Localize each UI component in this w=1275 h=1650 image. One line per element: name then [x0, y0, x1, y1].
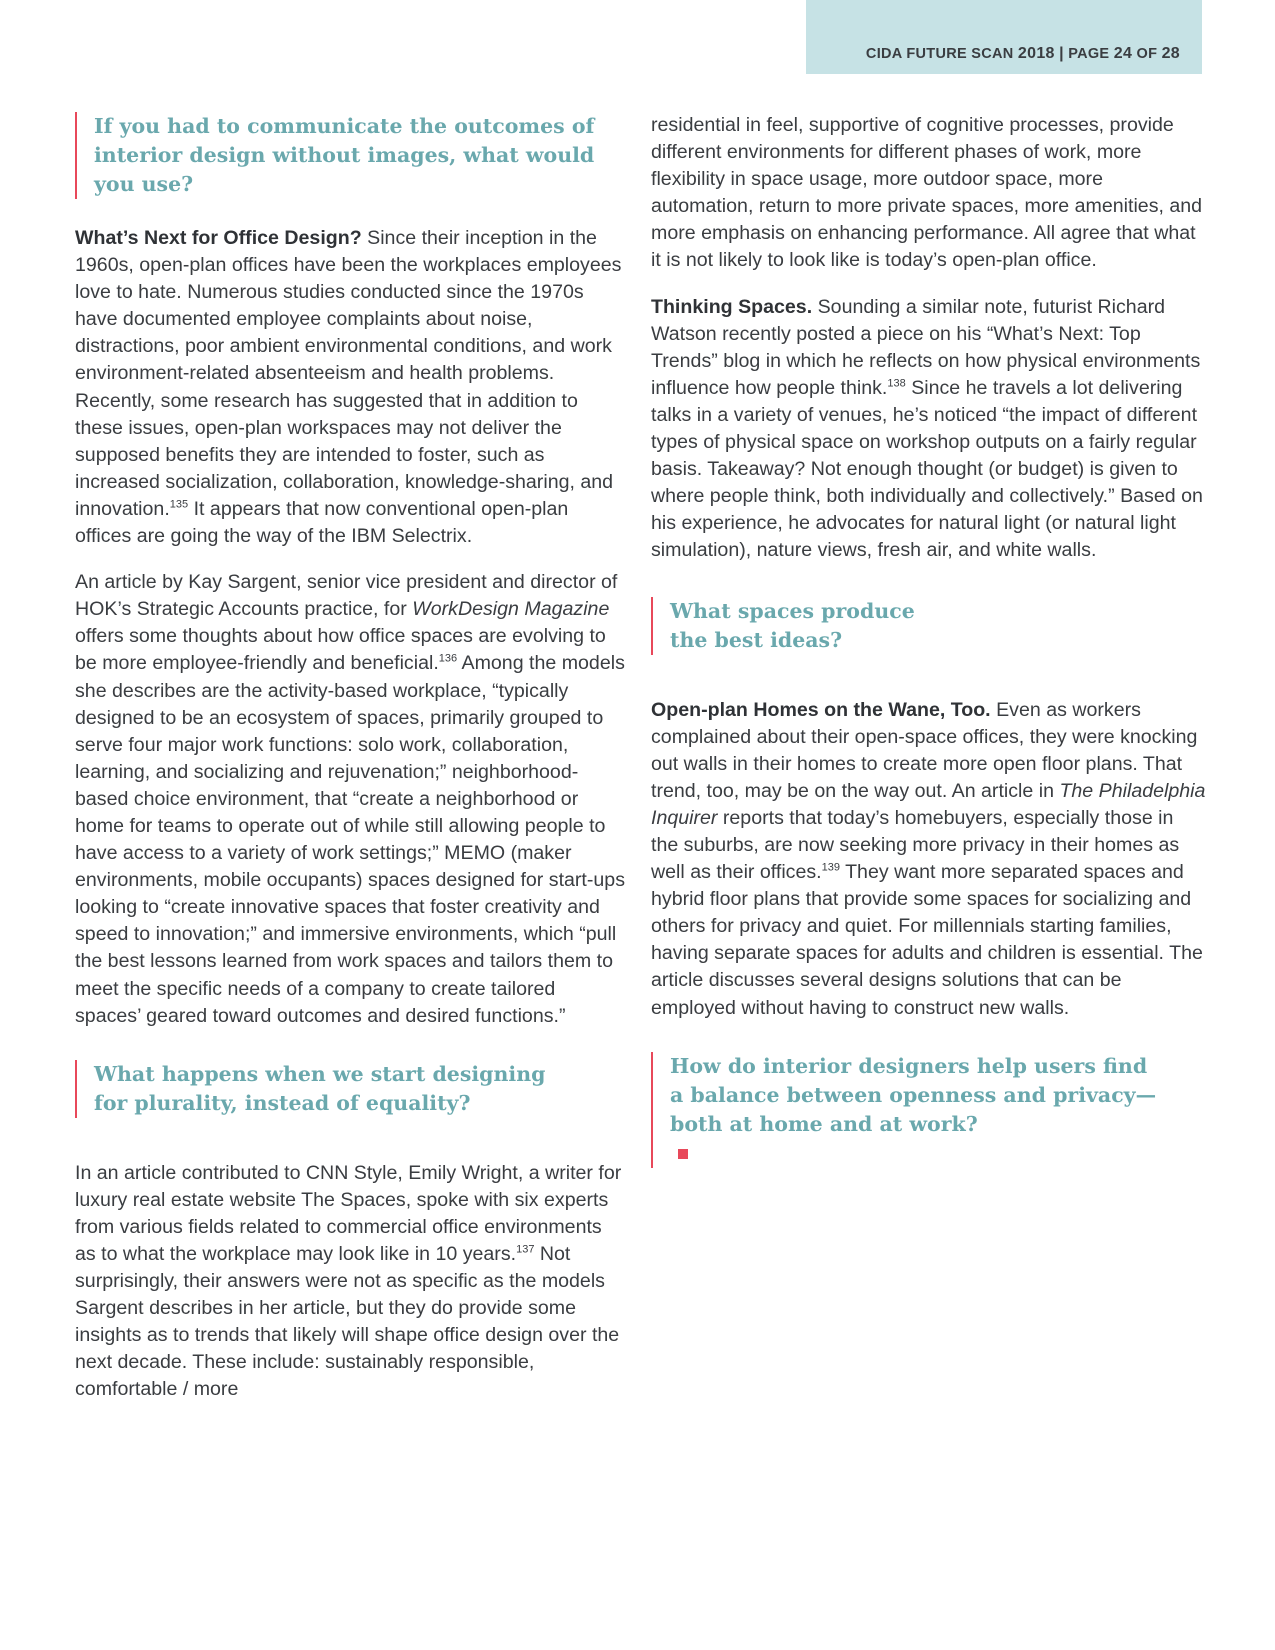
- body-text: They want more separated spaces and hybrid floor plans that provide some spaces for socializing and others for privacy and quiet. For millennials starting families, having separate spaces for adults and children is essential. The article discusses several designs solutions that can be employed without having to construct new walls.: [651, 861, 1203, 1019]
- header-tab: [806, 0, 1202, 74]
- page-label: PAGE: [1068, 46, 1110, 62]
- pullquote-line: the best ideas?: [670, 627, 843, 652]
- body-text: Among the models she describes are the activity-based workplace, “typically designed to be an ecosystem of spaces, primarily grouped to serve four major work functions: solo work, collaboration, learning, and socializing and rejuvenation;” neighborhood-based choice environment, that “create a neighborhood or home for teams to operate out of while still allowing people to have access to a variety of work settings;” MEMO (maker environments, mobile occupants) spaces designed for start-ups looking to “create innovative spaces that foster creativity and speed to innovation;” and immersive environments, which “pull the best lessons learned from work spaces and tailors them to meet the specific needs of a company to create tailored spaces’ geared toward outcomes and desired functions.”: [75, 652, 625, 1027]
- pullquote: [75, 112, 625, 199]
- body-paragraph: [651, 697, 1206, 1022]
- footnote-ref: 135: [169, 498, 189, 511]
- footnote-ref: 138: [887, 377, 906, 390]
- body-paragraph: [75, 1160, 625, 1404]
- publication-year: 2018: [1017, 45, 1055, 62]
- body-text: Even as workers complained about their open-space offices, they were knocking out walls in their homes to create more open floor plans. That trend, too, may be on the way out. An article in: [651, 698, 1198, 802]
- total-pages: 28: [1161, 45, 1180, 62]
- body-text: Sounding a similar note, futurist Richard Watson recently posted a piece on his “What’s Next: Top Trends” blog in which he reflects on how physical environments influence how people think.: [651, 295, 1201, 399]
- footnote-ref: 136: [438, 652, 458, 665]
- body-paragraph: [75, 225, 625, 550]
- page-number: 24: [1113, 45, 1133, 62]
- pullquote-line: What spaces produce: [670, 598, 915, 623]
- pullquote: [651, 1052, 1206, 1168]
- body-text: Since he travels a lot delivering talks in a variety of venues, he’s noticed “the impact of different types of physical space on workshop outputs on a fairly regular basis. Takeaway? Not enough thought (or budget) is given to where people think, both individually and collectively.” Based on his experience, he advocates for natural light (or natural light simulation), nature views, fresh air, and white walls.: [651, 376, 1203, 562]
- body-paragraph: [75, 569, 625, 1030]
- pullquote-line: If you had to communicate the outcomes of: [94, 114, 595, 138]
- pullquote-line: What happens when we start designing: [94, 1061, 546, 1086]
- section-lead: Thinking Spaces.: [651, 295, 813, 318]
- pullquote: [651, 597, 1206, 655]
- body-text: It appears that now conventional open-plan offices are going the way of the IBM Selectrix.: [75, 497, 569, 548]
- body-text: Since their inception in the 1960s, open-plan offices have been the workplaces employees love to hate. Numerous studies conducted since the 1970s have documented employee complaints about noise, distractions, poor ambient environmental conditions, and work environment-related absenteeism and health problems. Recently, some research has suggested that in addition to these issues, open-plan workspaces may not deliver the supposed benefits they are intended to foster, such as increased socialization, collaboration, knowledge-sharing, and innovation.: [75, 227, 622, 520]
- pullquote-line: How do interior designers help users find: [670, 1053, 1148, 1078]
- right-column: [651, 112, 1206, 1192]
- publication-title: CIDA FUTURE SCAN: [865, 46, 1014, 62]
- body-paragraph: [651, 294, 1206, 565]
- section-lead: Open-plan Homes on the Wane, Too.: [651, 698, 991, 721]
- body-text: Not surprisingly, their answers were not as specific as the models Sargent describes in her article, but they do provide some insights as to trends that likely will shape office design over the next decade. These include: sustainably responsible, comfortable / more: [75, 1243, 620, 1401]
- body-text: offers some thoughts about how office spaces are evolving to be more employee-friendly and beneficial.: [75, 625, 606, 675]
- pullquote-line: you use?: [94, 172, 194, 196]
- footnote-ref: 139: [821, 861, 840, 874]
- body-text: residential in feel, supportive of cognitive processes, provide different environments for different phases of work, more flexibility in space usage, more outdoor space, more automation, return to more private spaces, more amenities, and more emphasis on enhancing performance. All agree that what it is not likely to look like is today’s open-plan office.: [651, 114, 1203, 272]
- pullquote-text: both at home and at work?: [670, 1111, 978, 1136]
- left-column: [75, 112, 625, 1423]
- body-text: reports that today’s homebuyers, especially those in the suburbs, are now seeking more privacy in their homes as well as their offices.: [651, 806, 1180, 884]
- pullquote-line: a balance between openness and privacy—: [670, 1082, 1157, 1107]
- of-label: OF: [1136, 46, 1158, 62]
- section-lead: What’s Next for Office Design?: [75, 227, 362, 249]
- end-mark-icon: [678, 1149, 688, 1159]
- pullquote: [75, 1060, 625, 1118]
- body-text: In an article contributed to CNN Style, Emily Wright, a writer for luxury real estate website The Spaces, spoke with six experts from various fields related to commercial office environments as to what the workplace may look like in 10 years.: [75, 1161, 622, 1265]
- page-header: [866, 45, 1180, 63]
- publication-name: WorkDesign Magazine: [412, 598, 610, 621]
- header-separator: |: [1059, 45, 1064, 62]
- pullquote-line: [670, 1110, 1206, 1168]
- body-paragraph: [651, 112, 1206, 275]
- publication-name: The Philadelphia Inquirer: [651, 779, 1206, 829]
- body-text: An article by Kay Sargent, senior vice president and director of HOK’s Strategic Accounts practice, for: [75, 571, 618, 621]
- footnote-ref: 137: [516, 1243, 535, 1256]
- pullquote-line: for plurality, instead of equality?: [94, 1090, 471, 1115]
- pullquote-line: interior design without images, what would: [94, 143, 595, 167]
